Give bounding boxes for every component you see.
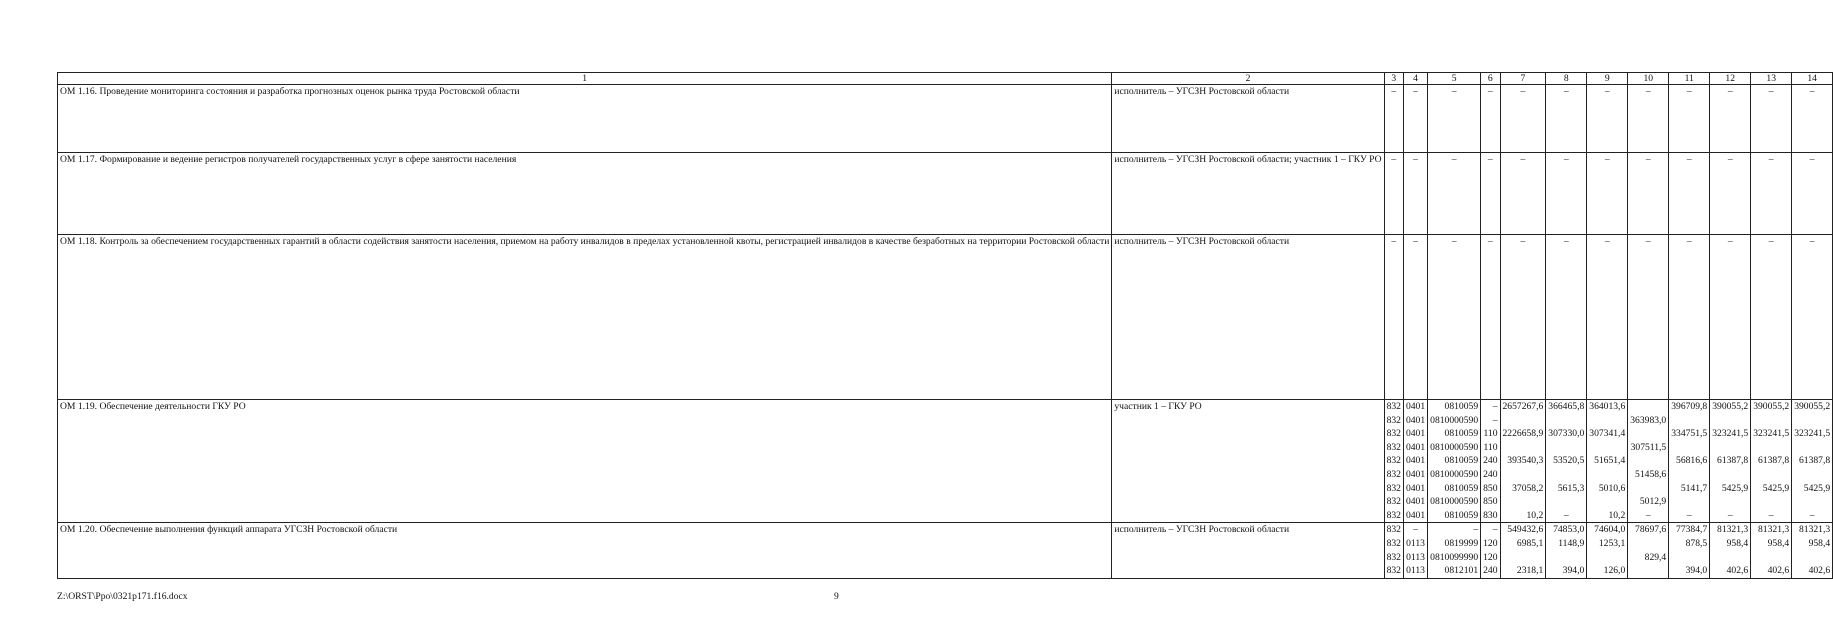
header-cell: 5 bbox=[1428, 73, 1481, 85]
footer-page-number: 9 bbox=[834, 591, 839, 602]
value-line bbox=[1794, 414, 1830, 428]
budget-table bbox=[57, 72, 1833, 579]
value-line bbox=[1671, 468, 1707, 482]
value-line bbox=[1753, 551, 1789, 565]
value-line: 850 bbox=[1483, 496, 1498, 508]
measure-name-cell: ОМ 1.20. Обеспечение выполнения функций аппарата УГСЗН Ростовской области bbox=[58, 523, 1112, 578]
value-line: 323241,5 bbox=[1712, 428, 1749, 440]
table-row bbox=[58, 523, 1833, 578]
value-line bbox=[1589, 551, 1625, 565]
value-line bbox=[1794, 495, 1830, 509]
value-line: 78697,6 bbox=[1635, 524, 1667, 536]
dash-cell: – bbox=[1481, 235, 1500, 400]
header-row bbox=[58, 73, 1833, 85]
value-line: 832 bbox=[1386, 524, 1401, 536]
value-column-cell bbox=[1500, 523, 1546, 578]
value-line: 0401 bbox=[1405, 509, 1426, 521]
value-column-cell bbox=[1481, 400, 1500, 523]
footer-file-path: Z:\ORST\Ppo\0321p171.f16.docx bbox=[57, 591, 188, 602]
value-line: 0810059 bbox=[1444, 455, 1479, 467]
value-line bbox=[1712, 551, 1748, 565]
value-line: 832 bbox=[1386, 496, 1401, 508]
value-line: 832 bbox=[1386, 401, 1401, 412]
value-line: 832 bbox=[1386, 482, 1401, 494]
value-line: 394,0 bbox=[1562, 565, 1585, 577]
dash-cell: – bbox=[1403, 153, 1427, 235]
value-line: 0401 bbox=[1405, 414, 1426, 426]
value-line: 0401 bbox=[1405, 468, 1426, 480]
value-line: 110 bbox=[1483, 441, 1498, 453]
value-column-cell bbox=[1481, 523, 1500, 578]
dash-cell: – bbox=[1500, 235, 1546, 400]
dash-cell: – bbox=[1710, 235, 1751, 400]
value-line: – bbox=[1686, 509, 1692, 521]
value-line: 5425,9 bbox=[1721, 482, 1749, 494]
dash-cell: – bbox=[1403, 85, 1427, 153]
value-line bbox=[1753, 495, 1789, 509]
value-line bbox=[1548, 468, 1584, 482]
value-line: 830 bbox=[1483, 509, 1498, 521]
value-line: 832 bbox=[1386, 468, 1401, 480]
dash-cell: – bbox=[1751, 153, 1792, 235]
value-line: 2318,1 bbox=[1516, 565, 1544, 577]
value-line: 5425,9 bbox=[1803, 482, 1831, 494]
dash-cell: – bbox=[1628, 235, 1669, 400]
value-line: 2226658,9 bbox=[1502, 428, 1544, 440]
dash-cell: – bbox=[1403, 235, 1427, 400]
value-line: 0401 bbox=[1405, 496, 1426, 508]
value-column-cell bbox=[1587, 523, 1628, 578]
value-column-cell bbox=[1384, 400, 1403, 523]
value-line: 832 bbox=[1386, 551, 1401, 563]
dash-cell: – bbox=[1669, 235, 1710, 400]
value-line bbox=[1671, 551, 1707, 565]
value-line: 396709,8 bbox=[1671, 401, 1708, 412]
dash-cell: – bbox=[1428, 235, 1481, 400]
value-line: 402,6 bbox=[1726, 565, 1749, 577]
value-line bbox=[1503, 441, 1544, 455]
value-line: 402,6 bbox=[1808, 565, 1831, 577]
dash-cell: – bbox=[1751, 235, 1792, 400]
value-line: 394,0 bbox=[1685, 565, 1708, 577]
value-line: 110 bbox=[1483, 428, 1498, 440]
header-cell: 14 bbox=[1792, 73, 1833, 85]
value-line: 120 bbox=[1483, 551, 1498, 563]
value-line: 10,2 bbox=[1526, 509, 1544, 521]
value-line: 61387,8 bbox=[1758, 455, 1790, 467]
value-line bbox=[1753, 441, 1789, 455]
value-line: 53520,5 bbox=[1553, 455, 1585, 467]
value-line bbox=[1712, 441, 1748, 455]
value-line bbox=[1503, 495, 1544, 509]
value-line: 0401 bbox=[1405, 428, 1426, 440]
value-line: 0113 bbox=[1406, 565, 1425, 577]
value-line: 323241,5 bbox=[1794, 428, 1831, 440]
value-line: 878,5 bbox=[1685, 537, 1708, 549]
value-line: 0812101 bbox=[1444, 565, 1479, 577]
value-line: 307511,5 bbox=[1630, 441, 1667, 453]
value-column-cell bbox=[1428, 523, 1481, 578]
value-line: 51651,4 bbox=[1594, 455, 1626, 467]
value-line: 126,0 bbox=[1603, 565, 1626, 577]
table-row bbox=[58, 400, 1833, 523]
value-line: 390055,2 bbox=[1753, 401, 1790, 412]
header-cell: 4 bbox=[1403, 73, 1427, 85]
value-column-cell bbox=[1428, 400, 1481, 523]
value-column-cell bbox=[1628, 523, 1669, 578]
value-line: 74853,0 bbox=[1553, 524, 1585, 536]
header-cell: 1 bbox=[58, 73, 1112, 85]
header-cell: 11 bbox=[1669, 73, 1710, 85]
header-cell: 12 bbox=[1710, 73, 1751, 85]
value-line: 0810000590 bbox=[1430, 496, 1479, 508]
value-column-cell bbox=[1546, 523, 1587, 578]
value-line bbox=[1589, 441, 1625, 455]
value-line: 958,4 bbox=[1808, 537, 1831, 549]
value-line bbox=[1548, 414, 1584, 428]
value-line: 56816,6 bbox=[1676, 455, 1708, 467]
value-line: 363983,0 bbox=[1630, 414, 1667, 426]
dash-cell: – bbox=[1792, 235, 1833, 400]
value-line: – bbox=[1492, 414, 1498, 426]
header-cell: 8 bbox=[1546, 73, 1587, 85]
value-line: 0810099990 bbox=[1430, 551, 1479, 563]
value-line bbox=[1589, 414, 1625, 428]
value-line: 6985,1 bbox=[1516, 537, 1544, 549]
value-line: 1148,9 bbox=[1558, 537, 1585, 549]
value-line bbox=[1589, 495, 1625, 509]
value-line bbox=[1794, 468, 1830, 482]
value-column-cell bbox=[1384, 523, 1403, 578]
header-cell: 7 bbox=[1500, 73, 1546, 85]
dash-cell: – bbox=[1384, 85, 1403, 153]
value-line bbox=[1712, 468, 1748, 482]
value-line: 81321,3 bbox=[1758, 524, 1790, 536]
dash-cell: – bbox=[1792, 85, 1833, 153]
value-column-cell bbox=[1792, 523, 1833, 578]
dash-cell: – bbox=[1384, 153, 1403, 235]
executor-cell: исполнитель – УГСЗН Ростовской области; участник 1 – ГКУ РО bbox=[1112, 153, 1384, 235]
header-cell: 9 bbox=[1587, 73, 1628, 85]
value-line: – bbox=[1809, 509, 1815, 521]
value-line: 0810059 bbox=[1444, 401, 1479, 412]
value-line: 81321,3 bbox=[1798, 524, 1831, 536]
value-line: 850 bbox=[1483, 482, 1498, 494]
value-line bbox=[1671, 495, 1707, 509]
value-column-cell bbox=[1669, 400, 1710, 523]
value-line bbox=[1794, 551, 1830, 565]
table-row bbox=[58, 85, 1833, 153]
dash-cell: – bbox=[1628, 85, 1669, 153]
executor-cell: участник 1 – ГКУ РО bbox=[1112, 400, 1384, 523]
table-row bbox=[58, 153, 1833, 235]
value-line: 832 bbox=[1386, 428, 1401, 440]
value-line bbox=[1753, 468, 1789, 482]
dash-cell: – bbox=[1792, 153, 1833, 235]
value-line: 0810000590 bbox=[1430, 414, 1479, 426]
value-line: 5425,9 bbox=[1762, 482, 1790, 494]
value-line: 0819999 bbox=[1444, 537, 1479, 549]
executor-cell: исполнитель – УГСЗН Ростовской области bbox=[1112, 235, 1384, 400]
value-line: 829,4 bbox=[1644, 551, 1667, 563]
value-line: 832 bbox=[1386, 441, 1401, 453]
value-line: 334751,5 bbox=[1671, 428, 1708, 440]
dash-cell: – bbox=[1587, 153, 1628, 235]
dash-cell: – bbox=[1481, 85, 1500, 153]
value-line bbox=[1548, 441, 1584, 455]
dash-cell: – bbox=[1669, 153, 1710, 235]
value-line bbox=[1548, 495, 1584, 509]
value-line bbox=[1712, 414, 1748, 428]
value-line: 77384,7 bbox=[1676, 524, 1708, 536]
header-cell: 3 bbox=[1384, 73, 1403, 85]
value-line bbox=[1712, 495, 1748, 509]
value-line bbox=[1503, 551, 1544, 565]
value-column-cell bbox=[1751, 523, 1792, 578]
value-line: – bbox=[1492, 401, 1498, 412]
value-line: 10,2 bbox=[1608, 509, 1626, 521]
value-line bbox=[1753, 414, 1789, 428]
value-line: 0113 bbox=[1406, 537, 1425, 549]
value-line: 0810059 bbox=[1444, 509, 1479, 521]
value-line: 0810059 bbox=[1444, 482, 1479, 494]
value-column-cell bbox=[1500, 400, 1546, 523]
value-line bbox=[1671, 414, 1707, 428]
value-line: 0113 bbox=[1406, 551, 1425, 563]
value-line: 0401 bbox=[1405, 401, 1426, 412]
measure-name-cell: ОМ 1.17. Формирование и ведение регистров получателей государственных услуг в сфере занятости населения bbox=[58, 153, 1112, 235]
value-line: 51458,6 bbox=[1635, 468, 1667, 480]
value-line: 37058,2 bbox=[1512, 482, 1544, 494]
value-line bbox=[1589, 468, 1625, 482]
value-line bbox=[1630, 454, 1666, 468]
dash-cell: – bbox=[1546, 153, 1587, 235]
value-line: 958,4 bbox=[1767, 537, 1790, 549]
value-column-cell bbox=[1587, 400, 1628, 523]
value-line: 74604,0 bbox=[1594, 524, 1626, 536]
value-line: 0401 bbox=[1405, 455, 1426, 467]
dash-cell: – bbox=[1628, 153, 1669, 235]
value-line: 5615,3 bbox=[1557, 482, 1585, 494]
value-line bbox=[1548, 551, 1584, 565]
value-line: 832 bbox=[1386, 537, 1401, 549]
value-line: 0810000590 bbox=[1430, 441, 1479, 453]
value-line bbox=[1630, 537, 1666, 551]
header-cell: 2 bbox=[1112, 73, 1384, 85]
value-column-cell bbox=[1403, 523, 1427, 578]
value-line: 402,6 bbox=[1767, 565, 1790, 577]
value-column-cell bbox=[1669, 523, 1710, 578]
value-line bbox=[1503, 414, 1544, 428]
dash-cell: – bbox=[1546, 235, 1587, 400]
value-column-cell bbox=[1792, 400, 1833, 523]
value-line: – bbox=[1727, 509, 1733, 521]
value-line: 1253,1 bbox=[1598, 537, 1626, 549]
table-row bbox=[58, 235, 1833, 400]
value-line bbox=[1630, 564, 1666, 578]
executor-cell: исполнитель – УГСЗН Ростовской области bbox=[1112, 523, 1384, 578]
dash-cell: – bbox=[1710, 85, 1751, 153]
value-line: 240 bbox=[1483, 468, 1498, 480]
header-cell: 6 bbox=[1481, 73, 1500, 85]
value-line bbox=[1794, 441, 1830, 455]
value-column-cell bbox=[1710, 400, 1751, 523]
value-line: 390055,2 bbox=[1712, 401, 1749, 412]
measure-name-cell: ОМ 1.16. Проведение мониторинга состояния и разработка прогнозных оценок рынка труда Ростовской области bbox=[58, 85, 1112, 153]
value-line: 307330,0 bbox=[1548, 428, 1585, 440]
value-line: – bbox=[1473, 524, 1479, 536]
value-line: 390055,2 bbox=[1794, 401, 1831, 412]
value-line: – bbox=[1563, 509, 1569, 521]
value-line: 832 bbox=[1386, 414, 1401, 426]
value-line: 240 bbox=[1483, 565, 1498, 577]
value-column-cell bbox=[1751, 400, 1792, 523]
value-line: 549432,6 bbox=[1507, 524, 1544, 536]
dash-cell: – bbox=[1428, 153, 1481, 235]
value-line: 5012,9 bbox=[1639, 496, 1667, 508]
value-line: 307341,4 bbox=[1589, 428, 1626, 440]
value-column-cell bbox=[1628, 400, 1669, 523]
measure-name-cell: ОМ 1.19. Обеспечение деятельности ГКУ РО bbox=[58, 400, 1112, 523]
value-line: 366465,8 bbox=[1548, 401, 1585, 412]
value-line: – bbox=[1645, 509, 1651, 521]
dash-cell: – bbox=[1546, 85, 1587, 153]
dash-cell: – bbox=[1500, 153, 1546, 235]
value-line: 0401 bbox=[1405, 441, 1426, 453]
value-column-cell bbox=[1403, 400, 1427, 523]
value-line: – bbox=[1492, 524, 1498, 536]
value-line: 323241,5 bbox=[1753, 428, 1790, 440]
value-line: 364013,6 bbox=[1589, 401, 1626, 412]
value-line bbox=[1630, 400, 1666, 414]
dash-cell: – bbox=[1587, 235, 1628, 400]
value-line: 61387,8 bbox=[1798, 455, 1831, 467]
value-line: 393540,3 bbox=[1507, 455, 1544, 467]
value-line: 0810000590 bbox=[1430, 468, 1479, 480]
value-line: 5141,7 bbox=[1680, 482, 1708, 494]
executor-cell: исполнитель – УГСЗН Ростовской области bbox=[1112, 85, 1384, 153]
value-line: – bbox=[1768, 509, 1774, 521]
dash-cell: – bbox=[1710, 153, 1751, 235]
value-line: 0401 bbox=[1405, 482, 1426, 494]
value-line: 832 bbox=[1386, 455, 1401, 467]
dash-cell: – bbox=[1428, 85, 1481, 153]
value-line: 61387,8 bbox=[1717, 455, 1749, 467]
value-line: 81321,3 bbox=[1717, 524, 1749, 536]
value-column-cell bbox=[1710, 523, 1751, 578]
value-line: 832 bbox=[1386, 509, 1401, 521]
header-cell: 13 bbox=[1751, 73, 1792, 85]
value-line: 832 bbox=[1386, 565, 1401, 577]
value-line: 958,4 bbox=[1726, 537, 1749, 549]
dash-cell: – bbox=[1669, 85, 1710, 153]
value-line: 120 bbox=[1483, 537, 1498, 549]
dash-cell: – bbox=[1384, 235, 1403, 400]
dash-cell: – bbox=[1751, 85, 1792, 153]
value-line: 5010,6 bbox=[1598, 482, 1626, 494]
measure-name-cell: ОМ 1.18. Контроль за обеспечением государственных гарантий в области содействия занятости населения, приемом на работу инвалидов в пределах установленной квоты, регистрацией инвалидов в качестве безработных на территории Ростовской области bbox=[58, 235, 1112, 400]
value-line: 240 bbox=[1483, 455, 1498, 467]
dash-cell: – bbox=[1481, 153, 1500, 235]
header-cell: 10 bbox=[1628, 73, 1669, 85]
value-line bbox=[1630, 482, 1666, 496]
value-line: 2657267,6 bbox=[1502, 401, 1544, 412]
value-column-cell bbox=[1546, 400, 1587, 523]
value-line: – bbox=[1413, 524, 1418, 536]
dash-cell: – bbox=[1587, 85, 1628, 153]
value-line bbox=[1630, 427, 1666, 441]
value-line bbox=[1503, 468, 1544, 482]
value-line bbox=[1671, 441, 1707, 455]
dash-cell: – bbox=[1500, 85, 1546, 153]
value-line: 0810059 bbox=[1444, 428, 1479, 440]
